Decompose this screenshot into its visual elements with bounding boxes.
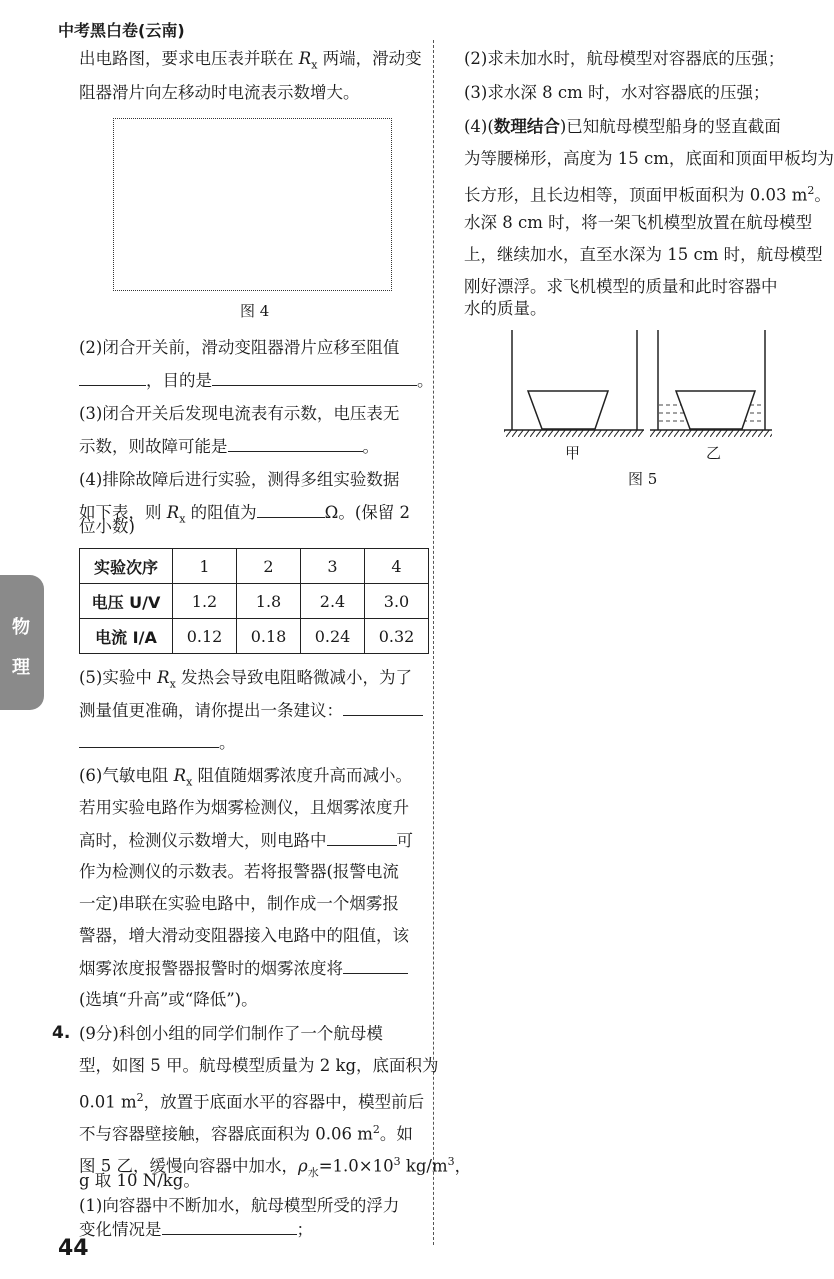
question-6-line: 警器，增大滑动变阻器接入电路中的阻值，该 — [79, 926, 409, 945]
problem-4-line: 变化情况是 ； — [79, 1220, 313, 1239]
question-5-line: 测量值更准确，请你提出一条建议： — [79, 699, 423, 722]
question-4-line: 如下表，则 $R_x$ 的阻值为 Ω。(保留 2 — [79, 503, 411, 526]
answer-blank[interactable] — [79, 369, 146, 386]
question-line: 为等腰梯形，高度为 15 cm，底面和顶面甲板均为 — [464, 149, 834, 168]
question-line: (4)(数理结合)已知航母模型船身的竖直截面 — [464, 117, 781, 136]
table-row — [80, 584, 429, 619]
table-cell: 电流 I/A — [80, 619, 173, 654]
table-cell: 1.2 — [173, 584, 237, 619]
container-a — [504, 330, 644, 437]
figure-4-answer-box — [113, 118, 392, 291]
table-cell: 3 — [301, 549, 365, 584]
text-line: 出电路图，要求电压表并联在 $R_x$ 两端，滑动变 — [79, 49, 422, 72]
question-2-line: (2)闭合开关前，滑动变阻器滑片应移至阻值 — [79, 338, 400, 357]
figure-5-caption: 图 5 — [628, 470, 658, 488]
question-line: (3)求水深 8 cm 时，水对容器底的压强； — [464, 83, 770, 102]
table-cell: 0.18 — [237, 619, 301, 654]
table-cell: 1 — [173, 549, 237, 584]
table-cell: 2 — [237, 549, 301, 584]
table-cell: 0.24 — [301, 619, 365, 654]
figure-4-caption: 图 4 — [240, 302, 270, 320]
question-5-line: (5)实验中 $R_x$ 发热会导致电阻略微减小，为了 — [79, 668, 413, 691]
table-row — [80, 549, 429, 584]
question-line: (2)求未加水时，航母模型对容器底的压强； — [464, 49, 785, 68]
question-6-line: (6)气敏电阻 $R_x$ 阻值随烟雾浓度升高而减小。 — [79, 766, 413, 789]
question-line: 长方形，且长边相等，顶面甲板面积为 0.03 $m^2$。 — [464, 184, 831, 205]
problem-4-line: (9分)科创小组的同学们制作了一个航母模 — [79, 1024, 383, 1043]
table-cell: 3.0 — [365, 584, 429, 619]
subject-side-tab: 物 理 — [0, 575, 44, 710]
question-line: 上，继续加水，直至水深为 15 cm 时，航母模型 — [464, 245, 823, 264]
question-6-line: (选填“升高”或“降低”)。 — [79, 990, 258, 1009]
answer-blank[interactable] — [212, 369, 417, 386]
table-cell: 4 — [365, 549, 429, 584]
table-cell: 0.32 — [365, 619, 429, 654]
ship-model-b — [676, 391, 755, 429]
question-6-line: 若用实验电路作为烟雾检测仪，且烟雾浓度升 — [79, 798, 409, 817]
tag-label: 数理结合 — [493, 117, 560, 136]
table-cell: 电压 U/V — [80, 584, 173, 619]
question-4-line: (4)排除故障后进行实验，测得多组实验数据 — [79, 470, 400, 489]
figure-5-label-a: 甲 — [565, 444, 581, 462]
answer-blank[interactable] — [162, 1218, 297, 1235]
table-cell: 0.12 — [173, 619, 237, 654]
ship-model-a — [528, 391, 608, 429]
question-number: 4. — [52, 1023, 71, 1043]
text-line: 阻器滑片向左移动时电流表示数增大。 — [79, 83, 360, 102]
figure-5-label-b: 乙 — [706, 444, 722, 462]
answer-blank[interactable] — [79, 731, 219, 748]
answer-blank[interactable] — [343, 957, 408, 974]
question-line: 水的质量。 — [464, 299, 547, 318]
table-cell: 1.8 — [237, 584, 301, 619]
figure-5-diagram — [500, 325, 780, 465]
problem-4-line: 0.01 $m^2$，放置于底面水平的容器中，模型前后 — [79, 1091, 425, 1112]
question-6-line: 高时，检测仪示数增大，则电路中 可 — [79, 831, 413, 850]
question-3-line: 示数，则故障可能是 。 — [79, 437, 379, 456]
table-row — [80, 619, 429, 654]
question-6-line: 烟雾浓度报警器报警时的烟雾浓度将 — [79, 957, 408, 980]
experiment-data-table — [79, 548, 429, 654]
container-b — [650, 330, 772, 437]
problem-4-line: g 取 10 N/kg。 — [79, 1171, 200, 1190]
answer-blank[interactable] — [257, 501, 325, 518]
page-number: 44 — [58, 1236, 89, 1261]
question-line: 水深 8 cm 时，将一架飞机模型放置在航母模型 — [464, 213, 813, 232]
problem-4-line: 图 5 乙，缓慢向容器中加水，$\rho_水=1.0\times 10^3$ $kg/m^3$， — [79, 1155, 472, 1179]
question-4-line: 位小数) — [79, 517, 135, 536]
problem-4-line: 型，如图 5 甲。航母模型质量为 2 kg，底面积为 — [79, 1056, 439, 1075]
question-6-line: 作为检测仪的示数表。若将报警器(报警电流 — [79, 862, 399, 881]
question-line: 刚好漂浮。求飞机模型的质量和此时容器中 — [464, 277, 778, 296]
question-5-line: 。 — [79, 731, 236, 754]
question-3-line: (3)闭合开关后发现电流表有示数，电压表无 — [79, 404, 400, 423]
table-cell: 2.4 — [301, 584, 365, 619]
problem-4-line: (1)向容器中不断加水，航母模型所受的浮力 — [79, 1196, 400, 1215]
question-6-line: 一定)串联在实验电路中，制作成一个烟雾报 — [79, 894, 399, 913]
problem-4-line: 不与容器壁接触，容器底面积为 0.06 $m^2$。如 — [79, 1123, 413, 1144]
answer-blank[interactable] — [343, 699, 423, 716]
table-cell: 实验次序 — [80, 549, 173, 584]
answer-blank[interactable] — [327, 829, 397, 846]
answer-blank[interactable] — [228, 435, 363, 452]
book-header: 中考黑白卷(云南) — [58, 21, 185, 40]
question-2-line: ，目的是 。 — [79, 369, 434, 392]
